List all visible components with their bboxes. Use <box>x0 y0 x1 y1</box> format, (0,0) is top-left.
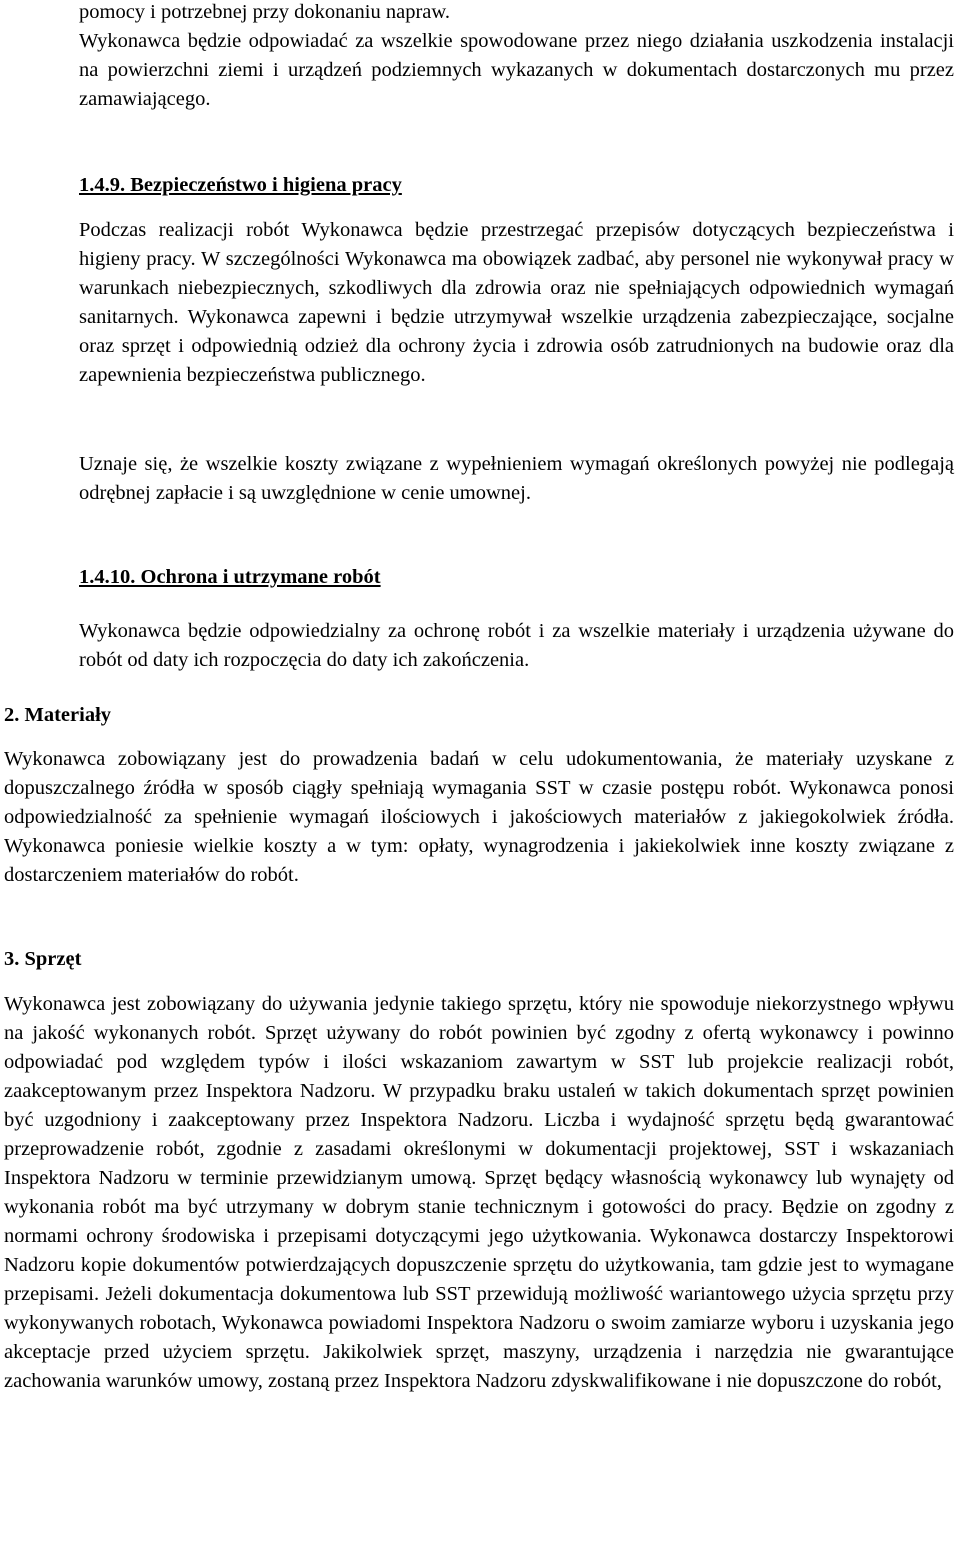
section-2-heading: 2. Materiały <box>4 704 112 726</box>
section-3-paragraph: Wykonawca jest zobowiązany do używania jedynie takiego sprzętu, który nie spowoduje niekorzystnego wpływu na jakość wykonanych robót. Sprzęt używany do robót powinien być zgodny z ofertą wykonawcy i powinno odpowiadać pod względem typów i ilości wskazaniom zawartym w SST lub projekcie realizacji robót, zaakceptowanym przez Inspektora Nadzoru. W przypadku braku ustaleń w takich dokumentach sprzęt powinien być uzgodniony i zaakceptowany przez Inspektora Nadzoru. Liczba i wydajność sprzętu będą gwarantować przeprowadzenie robót, zgodnie z zasadami określonymi w dokumentacji projektowej, SST i wskazaniach Inspektora Nadzoru w terminie przewidzianym umową. Sprzęt będący własnością wykonawcy lub wynajęty od wykonania robót ma być utrzymany w dobrym stanie technicznym i gotowości do pracy. Będzie on zgodny z normami ochrony środowiska i przepisami dotyczącymi jego użytkowania. Wykonawca dostarczy Inspektorowi Nadzoru kopie dokumentów potwierdzających dopuszczenie sprzętu do użytkowania, tam gdzie jest to wymagane przepisami. Jeżeli dokumentacja dokumentowa lub SST przewidują możliwość wariantowego użycia sprzętu przy wykonywanych robotach, Wykonawca powiadomi Inspektora Nadzoru o swoim zamiarze wyboru i uzyskania jego akceptacje przed użyciem sprzętu. Jakikolwiek sprzęt, maszyny, urządzenia i narzędzia nie gwarantujące zachowania warunków umowy, zostaną przez Inspektora Nadzoru zdyskwalifikowane i nie dopuszczone do robót, <box>4 993 954 1392</box>
section-1-4-9-paragraph-2: Uznaje się, że wszelkie koszty związane z wypełnieniem wymagań określonych powyżej nie podlegają odrębnej zapłacie i są uwzględnione w cenie umownej. <box>79 453 954 504</box>
intro-line: pomocy i potrzebnej przy dokonaniu napraw. <box>79 1 450 23</box>
section-1-4-9-paragraph-1: Podczas realizacji robót Wykonawca będzie przestrzegać przepisów dotyczących bezpieczeństwa i higieny pracy. W szczególności Wykonawca ma obowiązek zadbać, aby personel nie wykonywał pracy w warunkach niebezpiecznych, szkodliwych dla zdrowia oraz nie spełniających odpowiednich wymagań sanitarnych. Wykonawca zapewni i będzie utrzymywał wszelkie urządzenia zabezpieczające, socjalne oraz sprzęt i odpowiednią odzież dla ochrony życia i zdrowia osób zatrudnionych na budowie oraz dla zapewnienia bezpieczeństwa publicznego. <box>79 219 954 386</box>
section-1-4-10-paragraph: Wykonawca będzie odpowiedzialny za ochronę robót i za wszelkie materiały i urządzenia używane do robót od daty ich rozpoczęcia do daty ich zakończenia. <box>79 620 954 671</box>
section-2-paragraph: Wykonawca zobowiązany jest do prowadzenia badań w celu udokumentowania, że materiały uzyskane z dopuszczalnego źródła w sposób ciągły spełniają wymagania SST w czasie postępu robót. Wykonawca ponosi odpowiedzialność za spełnienie wymagań ilościowych i jakościowych materiałów z jakiegokolwiek źródła. Wykonawca poniesie wielkie koszty a w tym: opłaty, wynagrodzenia i jakiekolwiek inne koszty związane z dostarczeniem materiałów do robót. <box>4 748 954 886</box>
section-3-heading: 3. Sprzęt <box>4 948 82 970</box>
section-1-4-10-heading: 1.4.10. Ochrona i utrzymane robót <box>79 566 381 588</box>
intro-paragraph: Wykonawca będzie odpowiadać za wszelkie spowodowane przez niego działania uszkodzenia instalacji na powierzchni ziemi i urządzeń podziemnych wykazanych w dokumentach dostarczonych mu przez zamawiającego. <box>79 30 954 110</box>
section-1-4-9-heading: 1.4.9. Bezpieczeństwo i higiena pracy <box>79 174 402 196</box>
